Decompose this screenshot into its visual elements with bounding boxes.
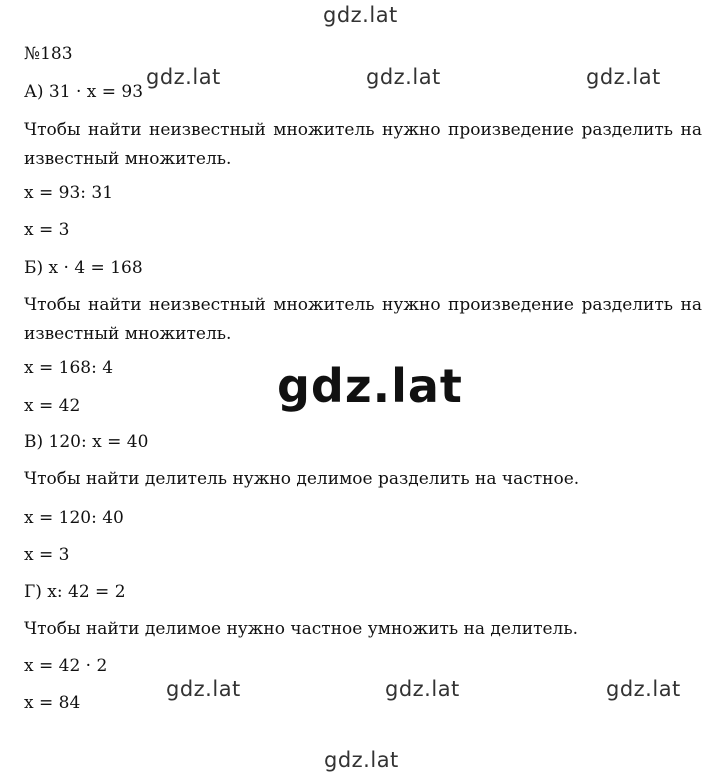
- explanation-c: Чтобы найти делитель нужно делимое разделить на частное.: [24, 469, 580, 489]
- equation-b: Б) x · 4 = 168: [24, 258, 143, 278]
- watermark-top: gdz.lat: [323, 3, 398, 27]
- step-a-2: x = 3: [24, 220, 70, 240]
- step-b-1: x = 168: 4: [24, 358, 114, 378]
- step-d-1: x = 42 · 2: [24, 656, 108, 676]
- explanation-d: Чтобы найти делимое нужно частное умножить на делитель.: [24, 619, 579, 639]
- equation-a: А) 31 · x = 93: [24, 82, 144, 102]
- watermark-row2-center: gdz.lat: [385, 677, 460, 701]
- step-b-2: x = 42: [24, 396, 81, 416]
- step-a-1: x = 93: 31: [24, 183, 114, 203]
- watermark-row1-right: gdz.lat: [586, 65, 661, 89]
- watermark-row2-left: gdz.lat: [166, 677, 241, 701]
- step-d-2: x = 84: [24, 693, 81, 713]
- step-c-1: x = 120: 40: [24, 508, 124, 528]
- equation-d: Г) x: 42 = 2: [24, 582, 126, 602]
- watermark-row2-right: gdz.lat: [606, 677, 681, 701]
- watermark-row1-center: gdz.lat: [366, 65, 441, 89]
- step-c-2: x = 3: [24, 545, 70, 565]
- watermark-row1-left: gdz.lat: [146, 65, 221, 89]
- explanation-a: Чтобы найти неизвестный множитель нужно произведение разделить на известный множитель.: [24, 120, 702, 169]
- task-number: №183: [24, 44, 73, 64]
- watermark-bottom: gdz.lat: [324, 748, 399, 772]
- explanation-b: Чтобы найти неизвестный множитель нужно произведение разделить на известный множитель.: [24, 295, 702, 344]
- equation-c: В) 120: x = 40: [24, 432, 149, 452]
- watermark-center: gdz.lat: [277, 359, 463, 413]
